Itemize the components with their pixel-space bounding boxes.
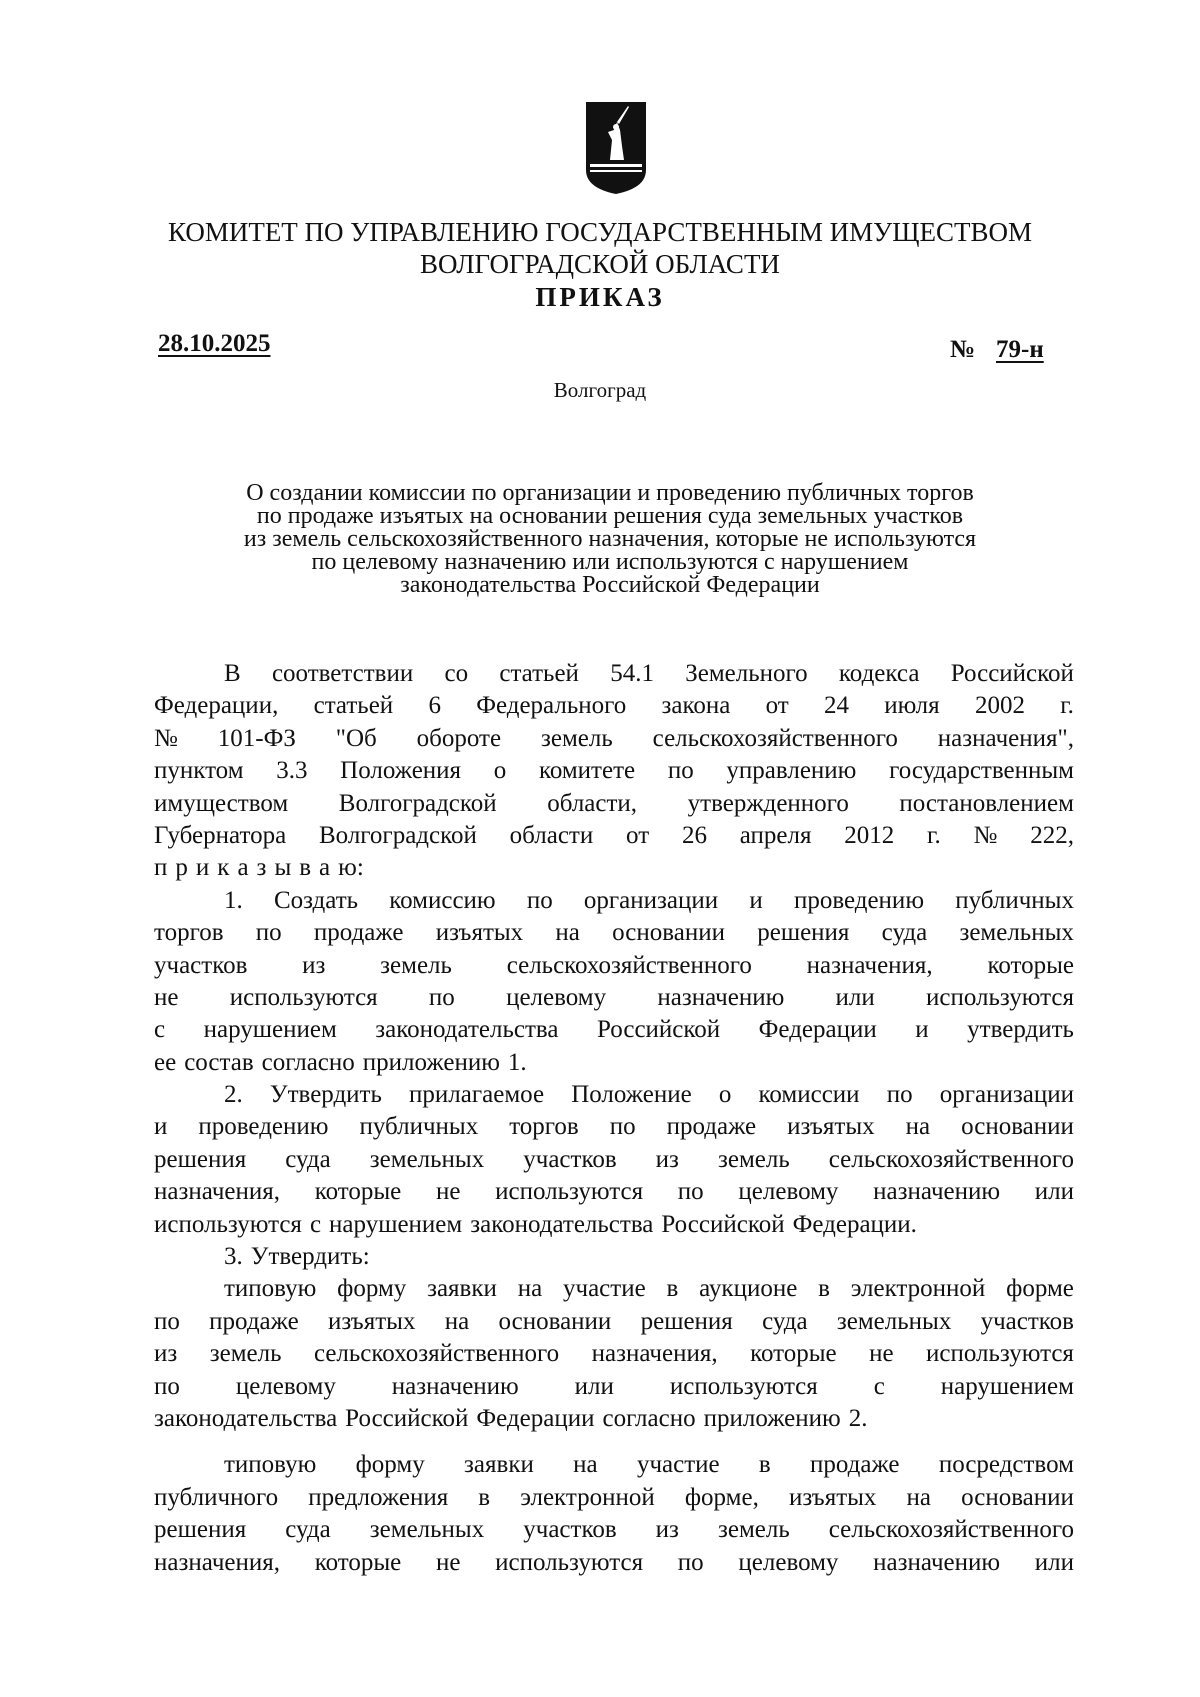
document-title [150, 482, 1070, 597]
body-line [154, 1449, 1074, 1481]
body-word: или [835, 983, 875, 1011]
body-word: с [309, 1210, 322, 1238]
body-word: в [666, 1275, 679, 1303]
title-line: из земель сельскохозяйственного назначения, которые не используются [243, 526, 977, 552]
body-word: приложению [703, 1404, 841, 1432]
body-word: нарушением [203, 1016, 337, 1044]
body-word: решения [640, 1307, 733, 1335]
body-word: Губернатора [154, 821, 287, 849]
body-word: Российской [345, 1404, 469, 1432]
body-word: утвердить [967, 1016, 1074, 1044]
body-word: Федерации [476, 1404, 595, 1432]
body-line [154, 1014, 1074, 1046]
body-word: не [154, 983, 179, 1011]
body-word: не [435, 1548, 461, 1576]
body-word: Федерации, [154, 692, 279, 720]
paragraph-spacer [154, 1435, 1074, 1449]
body-word: Федерации. [792, 1210, 917, 1238]
body-word: постановлением [899, 789, 1074, 817]
body-word: Утвердить [269, 1081, 382, 1109]
title-line: законодательства Российской Федерации [400, 572, 820, 598]
body-word: суда [285, 1145, 331, 1173]
body-word: земель [209, 1340, 282, 1368]
body-word: г. [1060, 692, 1074, 720]
body-word: из [655, 1145, 679, 1173]
body-word: 26 [681, 821, 707, 849]
body-word: не [435, 1178, 461, 1206]
body-word: из [154, 1340, 178, 1368]
body-word: изъятых [435, 919, 524, 947]
body-word: предложения [308, 1483, 449, 1511]
body-word: и [749, 886, 763, 914]
body-word: которые [314, 1178, 402, 1206]
body-word: форму [337, 1275, 407, 1303]
body-word: Российской [950, 660, 1074, 687]
body-word: по [526, 886, 553, 914]
body-word: и [915, 1016, 929, 1044]
body-line [154, 820, 1074, 852]
body-word: г. [927, 821, 941, 849]
body-word: от [765, 692, 789, 720]
body-word: электронной [850, 1275, 986, 1303]
body-word: ы [274, 854, 292, 882]
body-word: проведению [793, 886, 924, 914]
body-word: нарушением [940, 1372, 1074, 1400]
body-word: 3.3 [276, 757, 308, 785]
body-word: по [677, 1178, 704, 1206]
body-line [154, 1514, 1074, 1546]
body-word: в [478, 1483, 491, 1511]
body-word: по [886, 1081, 913, 1109]
body-word: № [154, 724, 178, 752]
body-word: Положения [340, 757, 462, 785]
body-word: участков [523, 1145, 617, 1173]
body-word: заявки [464, 1451, 534, 1479]
body-word: управлению [726, 757, 857, 785]
body-word: земель [541, 724, 613, 752]
document-city: Волгоград [553, 378, 647, 402]
org-name-line1: КОМИТЕТ ПО УПРАВЛЕНИЮ ГОСУДАРСТВЕННЫМ ИМУЩЕСТВОМ [167, 217, 1032, 247]
body-word: по [428, 983, 455, 1011]
body-word: посредством [938, 1451, 1074, 1479]
body-line [154, 1403, 1074, 1435]
title-line: по продаже изъятых на основании решения суда земельных участков [256, 503, 964, 529]
body-line [154, 1144, 1074, 1176]
body-word: из [302, 951, 326, 979]
body-word: форме [1006, 1275, 1074, 1303]
body-word: суда [881, 919, 928, 947]
body-word: с [873, 1372, 885, 1400]
body-word: изъятых [787, 1113, 875, 1141]
body-word: используются [926, 983, 1074, 1011]
body-word: апреля [739, 821, 812, 849]
body-word: а [237, 854, 249, 882]
body-word: участие [563, 1275, 646, 1303]
body-word: сельскохозяйственного [828, 1145, 1074, 1173]
body-word: Волгоградской [338, 789, 497, 817]
body-word: участков [980, 1307, 1074, 1335]
document-type: ПРИКАЗ [535, 282, 665, 312]
body-word: 1. [507, 1048, 527, 1076]
body-word: нарушением [329, 1210, 463, 1238]
body-line [154, 788, 1074, 820]
body-word: государственным [889, 757, 1074, 785]
body-word: земельных [959, 919, 1074, 947]
body-word: решения [154, 1145, 247, 1173]
body-word: используются [154, 1210, 302, 1238]
body-line [154, 1209, 1074, 1241]
body-word: о [718, 1081, 732, 1109]
body-word: по [154, 1307, 180, 1335]
body-word: публичных [359, 1113, 479, 1141]
body-word: основании [961, 1113, 1074, 1141]
body-line [154, 885, 1074, 917]
body-word: земельных [836, 1307, 952, 1335]
body-word: 2. [224, 1081, 243, 1109]
body-word: обороте [416, 724, 502, 752]
org-name-line2: ВОЛГОГРАДСКОЙ ОБЛАСТИ [420, 249, 780, 279]
body-line [154, 1371, 1074, 1403]
body-word: области [509, 821, 594, 849]
body-word: законодательства [470, 1210, 654, 1238]
body-word: на [905, 1113, 931, 1141]
body-word: основании [961, 1483, 1074, 1511]
body-word: на [517, 1275, 543, 1303]
body-word: утвержденного [687, 789, 849, 817]
body-word: на [573, 1451, 598, 1479]
body-line [154, 1111, 1074, 1143]
body-word: назначения, [154, 1178, 281, 1206]
body-word: назначения, [806, 951, 933, 979]
body-word: статьей [313, 692, 394, 720]
body-word: проведению [198, 1113, 329, 1141]
body-word: типовую [224, 1451, 317, 1479]
body-line [154, 982, 1074, 1014]
body-word: торгов [154, 919, 224, 947]
body-word: сельскохозяйственного [828, 1516, 1074, 1544]
body-word: публичного [154, 1483, 279, 1511]
body-word: по [667, 757, 694, 785]
body-word: публичных [955, 886, 1074, 914]
body-word: участие [636, 1451, 720, 1479]
body-word: Федерации [758, 1016, 877, 1044]
body-word: не [869, 1340, 894, 1368]
body-line [154, 1482, 1074, 1514]
body-word: с [154, 1016, 166, 1044]
body-word: кодекса [838, 660, 920, 687]
body-word: по [255, 919, 282, 947]
body-line [154, 755, 1074, 787]
title-line: О создании комиссии по организации и проведению публичных торгов [246, 480, 974, 506]
body-word: о [493, 757, 507, 785]
body-word: используются [669, 1372, 818, 1400]
document-number-label: № [950, 336, 976, 363]
title-line: по целевому назначению или используются с нарушением [311, 549, 909, 575]
body-word: з [256, 854, 267, 882]
body-word: комиссию [389, 886, 496, 914]
body-word: приложению [362, 1048, 500, 1076]
body-word: прилагаемое [409, 1081, 545, 1109]
body-line [154, 1079, 1074, 1111]
body-word: Земельного [685, 660, 808, 687]
body-word: а [319, 854, 331, 882]
body-word: состав [184, 1048, 254, 1076]
body-word: целевому [738, 1548, 839, 1576]
body-word: или [1034, 1178, 1074, 1206]
body-word: продаже [666, 1113, 757, 1141]
body-word: продаже [810, 1451, 900, 1479]
body-line [154, 1176, 1074, 1208]
body-word: на [444, 1307, 470, 1335]
body-word: организации [939, 1081, 1074, 1109]
body-word: пунктом [154, 757, 244, 785]
body-word: со [444, 660, 469, 687]
body-word: решения [154, 1516, 247, 1544]
body-word: 3. [224, 1243, 243, 1271]
body-word: законодательства [375, 1016, 559, 1044]
body-word: сельскохозяйственного [506, 951, 752, 979]
body-word: Волгоградской [318, 821, 477, 849]
body-word: сельскохозяйственного [313, 1340, 560, 1368]
body-line [154, 852, 1074, 884]
body-line [154, 1047, 1074, 1079]
body-word: электронной [520, 1483, 655, 1511]
body-word: используются [495, 1548, 644, 1576]
body-word: 222, [1030, 821, 1074, 849]
body-word: "Об [335, 724, 377, 752]
body-word: целевому [235, 1372, 336, 1400]
body-line [154, 1547, 1074, 1579]
body-word: или [574, 1372, 614, 1400]
body-word: изъятых [327, 1307, 416, 1335]
body-word: в [818, 1275, 830, 1303]
body-word: июля [884, 692, 940, 720]
body-word: основании [612, 919, 725, 947]
body-word: статьей [499, 660, 579, 687]
body-word: № [973, 821, 998, 849]
body-word: В [224, 660, 241, 687]
body-word: и [195, 854, 210, 882]
body-word: основании [498, 1307, 612, 1335]
body-word: 1. [224, 886, 243, 914]
body-word: назначения, [591, 1340, 718, 1368]
body-word: по [677, 1548, 704, 1576]
body-word: используются [926, 1340, 1074, 1368]
document-date: 28.10.2025 [158, 330, 271, 357]
body-word: суда [762, 1307, 808, 1335]
body-word: 24 [823, 692, 849, 720]
body-word: ю: [338, 854, 364, 882]
body-word: которые [314, 1548, 402, 1576]
body-word: сельскохозяйственного [652, 724, 898, 752]
body-word: комиссии [758, 1081, 860, 1109]
body-word: закона [661, 692, 731, 720]
body-word: земельных [369, 1145, 485, 1173]
body-word: продаже [209, 1307, 299, 1335]
body-word: комитете [538, 757, 636, 785]
body-word: заявки [427, 1275, 497, 1303]
body-word: в [758, 1451, 771, 1479]
body-word: которые [750, 1340, 837, 1368]
body-word: или [1034, 1548, 1074, 1576]
body-line [154, 950, 1074, 982]
document-number: 79-н [996, 336, 1044, 363]
body-word: согласно [602, 1404, 696, 1432]
body-word: Создать [273, 886, 359, 914]
body-word: согласно [261, 1048, 355, 1076]
volgograd-coat-of-arms-icon [584, 100, 648, 196]
body-word: форме, [684, 1483, 759, 1511]
body-word: к [217, 854, 230, 882]
body-word: в [299, 854, 312, 882]
body-word: 54.1 [610, 660, 654, 687]
body-word: земель [717, 1145, 790, 1173]
body-word: р [175, 854, 188, 882]
body-line [154, 1306, 1074, 1338]
body-word: 2. [848, 1404, 868, 1432]
body-line [154, 658, 1074, 690]
body-word: типовую [224, 1275, 317, 1303]
body-word: соответствии [271, 660, 414, 687]
body-word: назначению [873, 1178, 1001, 1206]
body-word: из [655, 1516, 679, 1544]
body-word: имуществом [154, 789, 289, 817]
body-word: участков [154, 951, 248, 979]
body-word: используются [229, 983, 378, 1011]
body-word: и [154, 1113, 168, 1141]
body-word: земель [717, 1516, 790, 1544]
body-word: участков [523, 1516, 617, 1544]
body-word: п [154, 854, 168, 882]
body-word: законодательства [154, 1404, 338, 1432]
body-word: Российской [661, 1210, 785, 1238]
body-word: назначению [873, 1548, 1001, 1576]
body-word: по [609, 1113, 636, 1141]
body-word: назначению [391, 1372, 519, 1400]
document-body [154, 658, 1074, 1579]
body-word: которые [987, 951, 1074, 979]
body-word: 6 [428, 692, 441, 720]
body-line [154, 723, 1074, 755]
body-line [154, 1273, 1074, 1305]
body-word: назначения", [937, 724, 1074, 752]
body-word: суда [285, 1516, 331, 1544]
body-word: области, [547, 789, 638, 817]
body-word: изъятых [788, 1483, 877, 1511]
body-word: Утвердить: [250, 1243, 370, 1271]
body-word: используются [495, 1178, 644, 1206]
body-word: земельных [369, 1516, 485, 1544]
body-word: Положение [571, 1081, 692, 1109]
body-word: по [154, 1372, 180, 1400]
body-word: продаже [313, 919, 404, 947]
body-line [154, 690, 1074, 722]
body-line [154, 1338, 1074, 1370]
body-word: Федерального [476, 692, 627, 720]
body-word: Российской [596, 1016, 721, 1044]
body-word: от [626, 821, 650, 849]
body-word: на [555, 919, 580, 947]
body-word: 2002 [974, 692, 1025, 720]
body-word: торгов [509, 1113, 579, 1141]
body-word: форму [355, 1451, 425, 1479]
body-word: назначения, [154, 1548, 281, 1576]
body-word: аукционе [699, 1275, 798, 1303]
body-word: 2012 [844, 821, 895, 849]
body-line [154, 1241, 1074, 1273]
body-word: ее [154, 1048, 177, 1076]
body-word: 101-ФЗ [217, 724, 296, 752]
body-line [154, 917, 1074, 949]
body-word: назначению [657, 983, 785, 1011]
body-word: целевому [738, 1178, 839, 1206]
body-word: целевому [506, 983, 607, 1011]
body-word: на [906, 1483, 931, 1511]
body-word: решения [757, 919, 850, 947]
body-word: земель [380, 951, 452, 979]
body-word: организации [583, 886, 719, 914]
